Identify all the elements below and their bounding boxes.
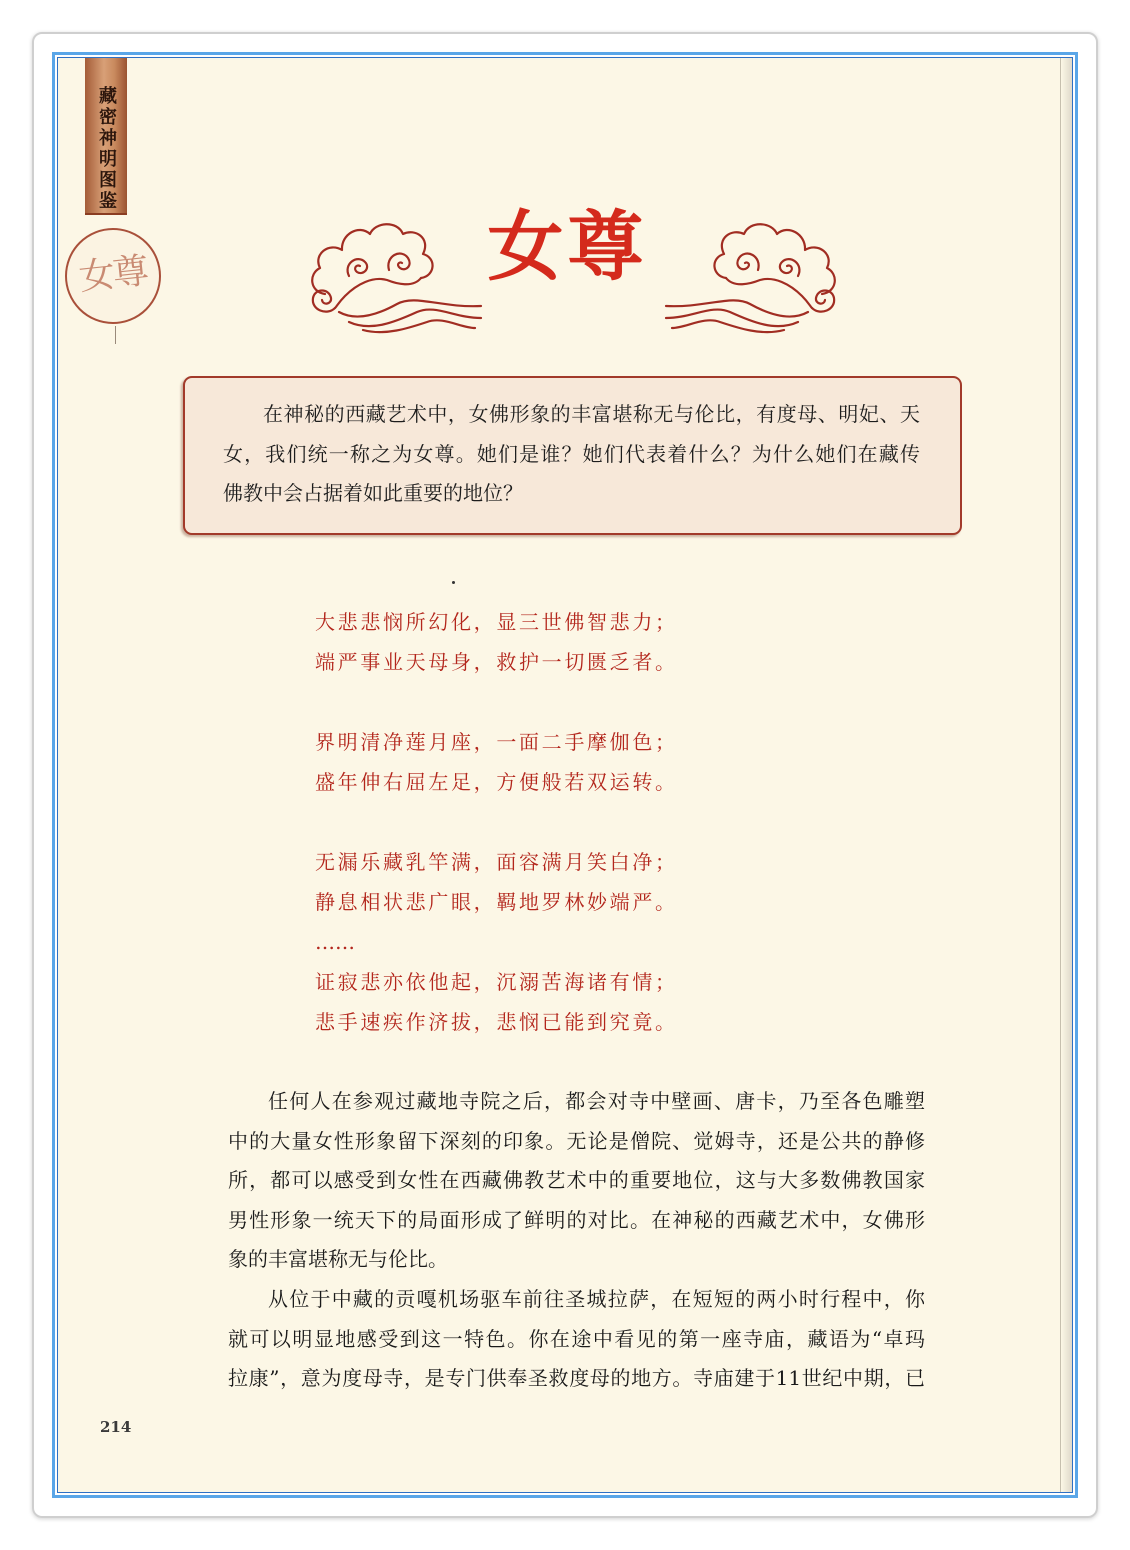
verse-line: 端严事业天母身，救护一切匮乏者。 — [315, 650, 675, 674]
chapter-seal — [65, 228, 161, 324]
verse-line: 证寂悲亦依他起，沉溺苦海诸有情； — [315, 970, 675, 994]
body-line: 男性形象一统天下的局面形成了鲜明的对比。在神秘的西藏艺术中，女佛形 — [228, 1207, 925, 1232]
cloud-base — [335, 278, 421, 308]
cloud-spiral — [388, 254, 409, 270]
cloud-spiral — [780, 259, 800, 276]
verse-stanza — [315, 722, 675, 802]
book-title-tab — [85, 58, 127, 215]
page-gutter-shadow — [1060, 58, 1072, 1492]
seal-tick-line — [115, 326, 116, 344]
seal-calligraphy: 女尊 — [76, 250, 149, 299]
body-paragraph — [228, 1082, 925, 1280]
print-dot — [452, 581, 455, 584]
body-line: 拉康”，意为度母寺，是专门供奉圣救度母的地方。寺庙建于11世纪中期，已 — [228, 1366, 925, 1391]
intro-line: 在神秘的西藏艺术中，女佛形象的丰富堪称无与伦比，有度母、明妃、天 — [263, 402, 920, 426]
verse-line: 悲手速疾作济拔，悲悯已能到究竟。 — [315, 1010, 675, 1034]
cloud-tail — [349, 310, 481, 327]
cloud-spiral — [737, 254, 758, 270]
cloud-tail — [666, 310, 798, 327]
intro-box — [183, 376, 962, 535]
body-line: 中的大量女性形象留下深刻的印象。无论是僧院、觉姆寺，还是公共的静修 — [228, 1128, 925, 1153]
intro-line: 佛教中会占据着如此重要的地位？ — [223, 481, 523, 505]
body-line: 就可以明显地感受到这一特色。你在途中看见的第一座寺庙，藏语为“卓玛 — [228, 1326, 925, 1351]
body-line: 所，都可以感受到女性在西藏佛教艺术中的重要地位，这与大多数佛教国家 — [228, 1168, 925, 1193]
verse-stanza — [315, 602, 675, 682]
cloud-spiral — [348, 259, 368, 276]
right-cloud-ornament — [662, 218, 842, 336]
page-number: 214 — [100, 1418, 132, 1436]
verse-ellipsis: …… — [315, 930, 355, 954]
book-title: 藏密神明图鉴 — [96, 86, 117, 212]
verse-line: 盛年伸右屈左足，方便般若双运转。 — [315, 770, 675, 794]
chapter-title: 女尊 — [487, 202, 648, 291]
verse-block — [315, 602, 675, 1042]
cloud-base — [726, 278, 812, 308]
body-line: 象的丰富堪称无与伦比。 — [228, 1247, 448, 1272]
body-line: 任何人在参观过藏地寺院之后，都会对寺中壁画、唐卡，乃至各色雕塑 — [268, 1089, 925, 1113]
verse-line: 大悲悲悯所幻化，显三世佛智悲力； — [315, 610, 675, 634]
intro-line: 女，我们统一称之为女尊。她们是谁？她们代表着什么？为什么她们在藏传 — [223, 441, 920, 466]
verse-stanza — [315, 842, 675, 1042]
verse-line: 界明清净莲月座，一面二手摩伽色； — [315, 730, 675, 754]
verse-line: 无漏乐藏乳竿满，面容满月笑白净； — [315, 850, 675, 874]
body-line: 从位于中藏的贡嘎机场驱车前往圣城拉萨，在短短的两小时行程中，你 — [268, 1286, 925, 1311]
body-paragraph — [228, 1280, 925, 1399]
verse-line: 静息相状悲广眼，羁地罗林妙端严。 — [315, 890, 675, 914]
body-text — [228, 1082, 925, 1399]
